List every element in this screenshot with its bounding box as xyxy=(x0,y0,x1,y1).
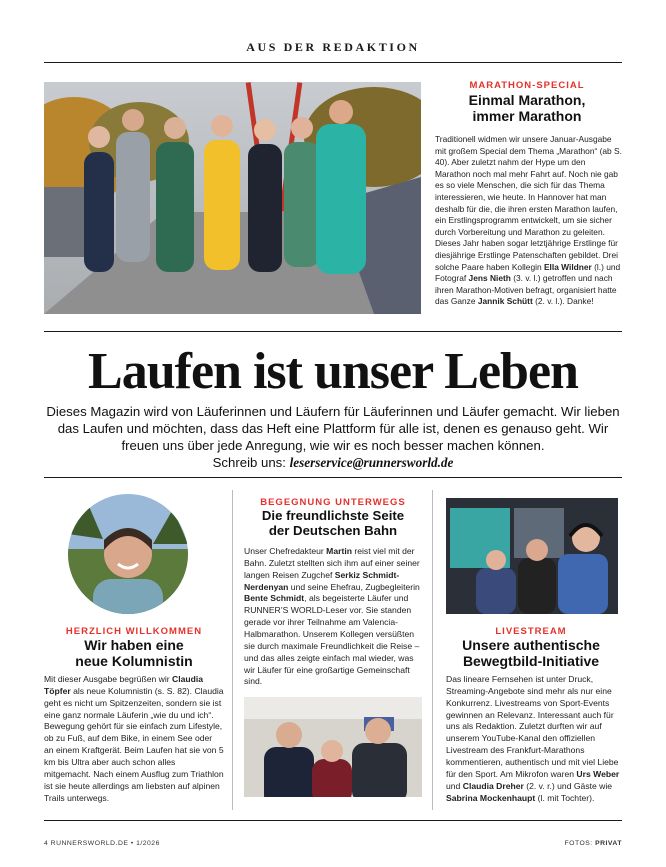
train-text-3: und seine Ehefrau, Zugbegleiterin xyxy=(288,581,420,592)
top-rule xyxy=(44,62,622,63)
marathon-text-4: (2. v. l.). Danke! xyxy=(532,296,594,307)
marathon-headline xyxy=(432,93,622,124)
train-headline xyxy=(240,509,426,539)
livestream-name-2: Claudia Dreher xyxy=(462,780,524,791)
column-divider-2 xyxy=(432,490,433,810)
train-body xyxy=(244,546,422,688)
bottom-rule xyxy=(44,820,622,821)
train-headline-line2: der Deutschen Bahn xyxy=(268,522,398,538)
livestream-text-3: (2. v. r.) und Gäste wie xyxy=(523,780,613,791)
middle-rule-top xyxy=(44,331,622,332)
marathon-headline-line2: immer Marathon xyxy=(472,107,582,124)
livestream-headline xyxy=(440,638,622,669)
livestream-text-4: (l. mit Tochter). xyxy=(535,792,595,803)
marathon-text-3: (3. v. l.) getroffen und nach ihren Marathon-Motiven befragt, organisiert hatte das Ganze xyxy=(435,273,617,307)
livestream-kicker: LIVESTREAM xyxy=(495,626,567,637)
train-text-1: Unser Chefredakteur xyxy=(244,546,327,556)
footer-credits-label: FOTOS: xyxy=(564,840,596,847)
column-divider-1 xyxy=(232,490,233,810)
write-us-label: Schreib uns: xyxy=(212,455,290,471)
main-title: Laufen ist unser Leben xyxy=(88,343,578,400)
footer-credits xyxy=(565,840,623,847)
group-photo xyxy=(44,82,421,314)
marathon-text-2: (l.) und Fotograf xyxy=(435,261,621,284)
train-text-2: reist viel mit der Bahn. Zuletzt stellten sich ihm auf einer seiner langen Reisen Zugchef xyxy=(244,546,420,580)
livestream-headline-line1: Unsere authentische xyxy=(462,637,600,653)
train-name-3: Bente Schmidt xyxy=(244,593,305,604)
marathon-name-3: Jannik Schütt xyxy=(477,296,533,307)
section-title: AUS DER REDAKTION xyxy=(246,40,420,54)
livestream-body xyxy=(446,674,622,804)
footer-folio: 4 RUNNERSWORLD.DE • 1/2026 xyxy=(44,840,160,847)
marathon-body xyxy=(435,134,622,308)
marathon-name-1: Ella Wildner xyxy=(543,261,592,272)
livestream-text-2: und xyxy=(446,780,463,791)
livestream-name-3: Sabrina Mockenhaupt xyxy=(446,792,536,803)
livestream-headline-line2: Bewegtbild-Initiative xyxy=(462,652,600,669)
email-link[interactable]: leserservice@runnersworld.de xyxy=(289,455,454,471)
welcome-headline xyxy=(44,638,224,669)
train-name-1: Martin xyxy=(326,546,352,556)
welcome-kicker: HERZLICH WILLKOMMEN xyxy=(65,626,203,637)
middle-rule-bottom xyxy=(44,477,622,478)
columnist-portrait xyxy=(68,494,188,614)
train-text-4: , als begeisterte Läufer und RUNNER’S WORLD-Leser vor. Sie standen gerade vor ihrer Teilnahme am Valencia-Halbmarathon. Unserem Kollegen versüßten sie durch maximale Freundlichkeit die Reise – und das alles zeigte einfach mal wieder, was wir Läufer für eine großartige Gemeinschaft sind. xyxy=(244,593,420,687)
marathon-text-1: Traditionell widmen wir unsere Januar-Ausgabe mit großem Special dem Thema „Marathon“ (ab S. 40). Aber zuletzt nahm der Hype um den Marathon noch mal mehr Fahrt auf. Noch nie gab es so viele Menschen, die sich für das Thema interessieren, wie heute. In Hannover hat man deshalb für die, die ihren ersten Marathon laufen, ein Erstlingsprogramm entwickelt, um sie sicher durch Vorbereitung und Marathon zu geleiten. Dieses Jahr haben sogar letztjährige Erstlinge für diesjährige Erstlinge Patenschaften gebildet. Drei solche Paare haben Kollegin xyxy=(435,134,622,272)
livestream-photo xyxy=(446,498,618,614)
marathon-kicker: MARATHON-SPECIAL xyxy=(469,80,585,91)
marathon-name-2: Jens Nieth xyxy=(468,273,511,284)
train-headline-line1: Die freundlichste Seite xyxy=(261,508,405,523)
footer-credits-name: PRIVAT xyxy=(595,840,622,847)
train-kicker: BEGEGNUNG UNTERWEGS xyxy=(260,497,406,508)
train-name-2: Serkiz Schmidt-Nerdenyan xyxy=(244,569,400,592)
welcome-body xyxy=(44,674,224,804)
welcome-headline-line2: neue Kolumnistin xyxy=(75,652,193,669)
welcome-text-1: Mit dieser Ausgabe begrüßen wir xyxy=(44,674,173,684)
marathon-headline-line1: Einmal Marathon, xyxy=(468,92,586,108)
welcome-name-1: Claudia Töpfer xyxy=(44,674,204,696)
livestream-text-1: Das lineare Fernsehen ist unter Druck, Streaming-Angebote sind mehr als nur eine Konkurrenz. Livestreams von Sport-Events gewinnen an Relevanz. Interessant auch für uns als Redaktion. Zuletzt durften wir auf unserem YouTube-Kanal den offiziellen Livestream des Frankfurt-Marathons kommentieren, authentisch und mit viel Liebe für den Sport. Am Mikrofon waren xyxy=(446,674,619,779)
intro-paragraph: Dieses Magazin wird von Läuferinnen und Läufern für Läuferinnen und Läufer gemacht. Wir lieben das Laufen und möchten, dass das Heft eine Plattform für alle ist, denen es genauso geht. Wir freuen uns über jede Anregung, wie wir es noch besser machen können. xyxy=(46,404,620,454)
welcome-headline-line1: Wir haben eine xyxy=(84,637,184,653)
train-photo xyxy=(244,697,422,797)
welcome-text-2: als neue Kolumnistin (s. S. 82). Claudia geht es nicht um Spitzenzeiten, sondern sie ist eine ganz normale Läuferin „wie du und ich“. Bewegung gehört für sie einfach zum Lifestyle, ob zu Fuß, auf dem Bike, in einem See oder an einem Kraftgerät. Beim Laufen hat sie von 5 km bis Ultra aber auch schon alles mitgemacht. Nach einem Ausflug zum Triathlon ist sie heute allerdings am liebsten auf alpinen Trails unterwegs. xyxy=(44,685,224,803)
livestream-name-1: Urs Weber xyxy=(576,768,620,779)
intro-text xyxy=(40,403,626,472)
